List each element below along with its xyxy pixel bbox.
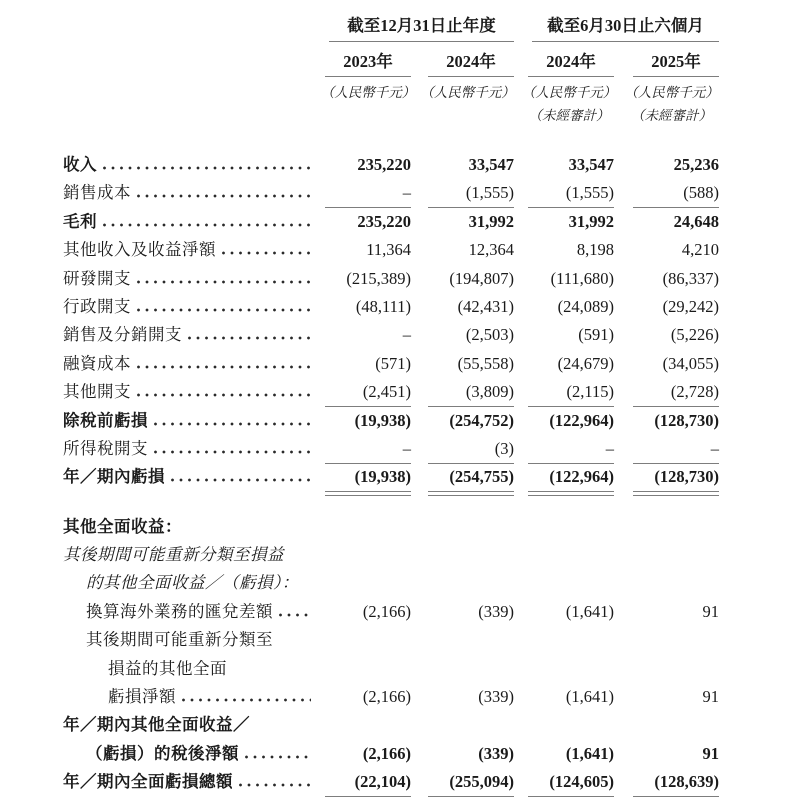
- cell-value-col4: (588): [614, 183, 719, 208]
- row-label: 收入: [63, 155, 97, 174]
- dot-leader: [137, 393, 311, 397]
- unaudited-note-col3: （未經審計）: [528, 108, 610, 123]
- cell-value-col4: (34,055): [662, 353, 719, 373]
- period-group-interim-title: 截至6月30日止六個月: [532, 12, 719, 42]
- cell-value-col4: 25,236: [673, 155, 719, 174]
- cell-value-col3: –: [514, 439, 614, 464]
- cell-value-col3: (1,641): [565, 601, 614, 621]
- dot-leader: [279, 613, 311, 617]
- unit-col1: （人民幣千元）: [320, 85, 416, 100]
- row-label: 所得稅開支: [63, 438, 148, 458]
- cell-value-col1: (215,389): [346, 268, 411, 288]
- cell-value-col1: (48,111): [355, 296, 411, 316]
- period-group-interim: [514, 12, 719, 42]
- cell-value-col4: –: [614, 439, 719, 464]
- table-row-10: [63, 435, 723, 463]
- table-row-4: [63, 265, 723, 293]
- dot-leader: [137, 280, 311, 284]
- cell-value-col2: (339): [478, 743, 514, 763]
- year-header-col4: 2025年: [614, 48, 719, 77]
- cell-value-col3: (1,641): [565, 687, 614, 707]
- table-row-1: [63, 179, 723, 207]
- cell-value-col1: –: [315, 183, 411, 208]
- row-label: 年／期內其他全面收益／: [63, 715, 250, 735]
- dot-leader: [182, 698, 311, 702]
- dot-leader: [103, 223, 311, 227]
- cell-value-col3: (1,641): [565, 743, 614, 763]
- year-header-row: [63, 48, 723, 77]
- dot-leader: [154, 450, 311, 454]
- row-label: 融資成本: [63, 353, 131, 373]
- unit-col4: （人民幣千元） （未經審計）: [614, 81, 719, 124]
- row-label: 行政開支: [63, 296, 131, 316]
- cell-value-col4: 91: [702, 601, 719, 621]
- row-label: 其後期間可能重新分類至損益: [63, 545, 284, 565]
- row-label: 損益的其他全面: [108, 658, 227, 678]
- row-label: 年／期內全面虧損總額: [63, 772, 233, 792]
- period-group-annual-title: 截至12月31日止年度: [329, 12, 514, 42]
- cell-value-col2: (254,752): [449, 410, 514, 430]
- table-row-15: [63, 598, 723, 626]
- unaudited-note-col4: （未經審計）: [631, 108, 712, 123]
- table-row-21: [63, 768, 723, 796]
- cell-value-col4: 4,210: [681, 240, 719, 260]
- table-row-7: [63, 350, 723, 378]
- cell-value-col4: (128,639): [614, 772, 719, 797]
- dot-leader: [222, 251, 311, 255]
- dot-leader: [137, 365, 311, 369]
- row-label: 換算海外業務的匯兌差額: [86, 601, 273, 621]
- cell-value-col4: (29,242): [662, 296, 719, 316]
- row-label: （虧損）的稅後淨額: [86, 743, 239, 763]
- cell-value-col2: (255,094): [411, 772, 514, 797]
- unit-header-row: [63, 81, 723, 124]
- period-group-header-row: [63, 12, 723, 42]
- cell-value-col2: (3,809): [411, 382, 514, 407]
- row-label: 毛利: [63, 211, 97, 231]
- cell-value-col1: 235,220: [357, 211, 411, 231]
- period-group-annual: [315, 12, 514, 42]
- cell-value-col4: 91: [702, 743, 719, 763]
- dot-leader: [188, 336, 311, 340]
- cell-value-col4: (128,730): [614, 467, 719, 492]
- table-row-8: [63, 378, 723, 406]
- cell-value-col2: (254,755): [411, 467, 514, 492]
- table-row-17: [63, 655, 723, 683]
- cell-value-col2: (55,558): [457, 353, 514, 373]
- cell-value-col3: 31,992: [568, 211, 614, 231]
- dot-leader: [154, 422, 311, 426]
- cell-value-col2: (2,503): [465, 325, 514, 345]
- cell-value-col2: 33,547: [468, 155, 514, 174]
- dot-leader: [137, 194, 311, 198]
- cell-value-col4: 91: [702, 687, 719, 707]
- table-row-20: [63, 740, 723, 768]
- cell-value-col3: (122,964): [514, 467, 614, 492]
- table-row-0: [63, 151, 723, 179]
- cell-value-col1: (19,938): [354, 410, 411, 430]
- dot-leader: [103, 166, 311, 170]
- year-header-col2: 2024年: [411, 48, 514, 77]
- table-row-13: [63, 541, 723, 569]
- cell-value-col3: 8,198: [576, 240, 614, 260]
- row-label: 除稅前虧損: [63, 410, 148, 430]
- cell-value-col3: (124,605): [514, 772, 614, 797]
- income-statement-table: [63, 12, 723, 797]
- row-label: 研發開支: [63, 268, 131, 288]
- row-label: 銷售成本: [63, 183, 131, 203]
- cell-value-col3: (122,964): [549, 410, 614, 430]
- cell-value-col2: (194,807): [449, 268, 514, 288]
- table-body: [63, 151, 723, 797]
- row-label: 其他收入及收益淨額: [63, 240, 216, 260]
- cell-value-col3: (591): [578, 325, 614, 345]
- cell-value-col1: –: [402, 325, 411, 345]
- year-header-col3: 2024年: [514, 48, 614, 77]
- table-row-18: [63, 683, 723, 711]
- cell-value-col2: (1,555): [411, 183, 514, 208]
- unit-col3: （人民幣千元） （未經審計）: [514, 81, 614, 124]
- row-label: 其後期間可能重新分類至: [86, 630, 273, 650]
- cell-value-col2: (42,431): [457, 296, 514, 316]
- cell-value-col1: (2,166): [362, 743, 411, 763]
- row-label: 年／期內虧損: [63, 467, 165, 487]
- cell-value-col2: (3): [411, 439, 514, 464]
- cell-value-col1: (571): [375, 353, 411, 373]
- unit-col2: （人民幣千元）: [420, 85, 515, 100]
- table-row-3: [63, 236, 723, 264]
- table-row-9: [63, 407, 723, 435]
- cell-value-col1: (22,104): [315, 772, 411, 797]
- cell-value-col1: 11,364: [366, 240, 411, 260]
- row-label: 虧損淨額: [108, 687, 176, 707]
- cell-value-col4: (128,730): [654, 410, 719, 430]
- cell-value-col4: (5,226): [670, 325, 719, 345]
- table-row-16: [63, 626, 723, 654]
- cell-value-col4: 24,648: [673, 211, 719, 231]
- row-label: 的其他全面收益／（虧損）：: [86, 573, 299, 593]
- cell-value-col3: (1,555): [514, 183, 614, 208]
- dot-leader: [239, 783, 311, 787]
- cell-value-col2: 12,364: [468, 240, 514, 260]
- row-label: 其他全面收益：: [63, 516, 182, 536]
- cell-value-col1: (2,166): [362, 601, 411, 621]
- cell-value-col1: –: [315, 439, 411, 464]
- cell-value-col3: (24,679): [557, 353, 614, 373]
- cell-value-col4: (2,728): [614, 382, 719, 407]
- cell-value-col3: 33,547: [568, 155, 614, 174]
- row-label: 銷售及分銷開支: [63, 325, 182, 345]
- cell-value-col2: (339): [478, 601, 514, 621]
- cell-value-col4: (86,337): [662, 268, 719, 288]
- table-row-5: [63, 293, 723, 321]
- table-row-6: [63, 321, 723, 349]
- table-row-12: [63, 513, 723, 541]
- cell-value-col1: (19,938): [315, 467, 411, 492]
- year-header-col1: 2023年: [315, 48, 411, 77]
- row-label: 其他開支: [63, 382, 131, 402]
- cell-value-col3: (2,115): [514, 382, 614, 407]
- table-row-2: [63, 208, 723, 236]
- table-row-19: [63, 711, 723, 739]
- cell-value-col2: 31,992: [468, 211, 514, 231]
- table-row-14: [63, 569, 723, 597]
- dot-leader: [137, 308, 311, 312]
- cell-value-col3: (24,089): [557, 296, 614, 316]
- cell-value-col3: (111,680): [550, 268, 614, 288]
- dot-leader: [245, 755, 311, 759]
- cell-value-col1: (2,166): [362, 687, 411, 707]
- cell-value-col2: (339): [478, 687, 514, 707]
- table-row-11: [63, 463, 723, 491]
- dot-leader: [171, 478, 311, 482]
- label-column-spacer: [63, 12, 315, 42]
- cell-value-col1: (2,451): [315, 382, 411, 407]
- cell-value-col1: 235,220: [357, 155, 411, 174]
